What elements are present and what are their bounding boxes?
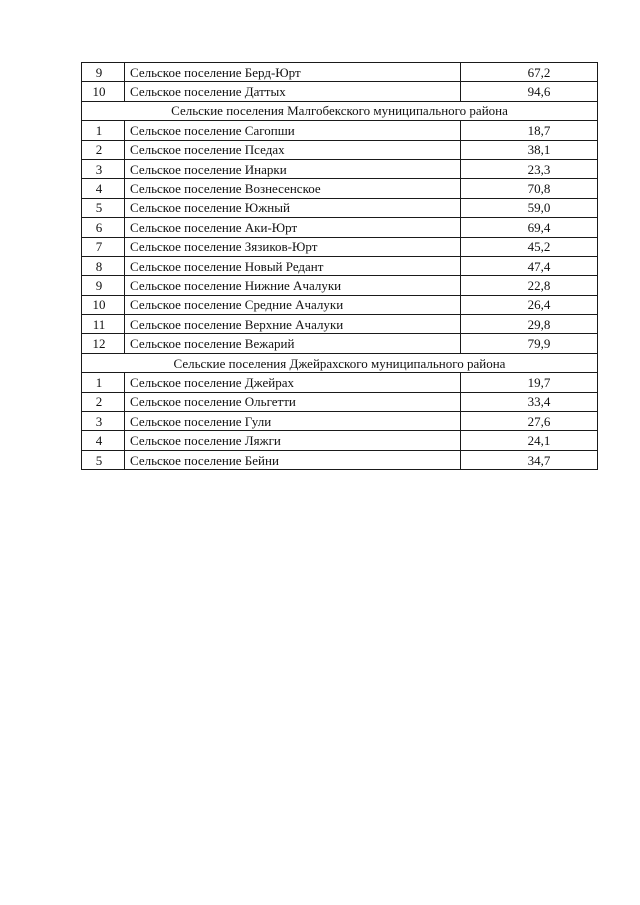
settlement-name-cell: Сельское поселение Бейни: [125, 450, 461, 469]
row-number-cell: 5: [82, 198, 125, 217]
value-cell: 79,9: [461, 334, 598, 353]
settlements-table: [81, 62, 598, 470]
row-number-cell: 1: [82, 373, 125, 392]
value-cell: 34,7: [461, 450, 598, 469]
value-cell: 33,4: [461, 392, 598, 411]
settlement-name-cell: Сельское поселение Зязиков-Юрт: [125, 237, 461, 256]
table-row: [82, 179, 598, 198]
table-row: [82, 431, 598, 450]
table-row: [82, 256, 598, 275]
value-cell: 59,0: [461, 198, 598, 217]
value-cell: 29,8: [461, 315, 598, 334]
section-title: Сельские поселения Малгобекского муниципального района: [82, 101, 598, 120]
table-row: [82, 334, 598, 353]
value-cell: 38,1: [461, 140, 598, 159]
section-title: Сельские поселения Джейрахского муниципального района: [82, 353, 598, 372]
table-row: [82, 159, 598, 178]
value-cell: 24,1: [461, 431, 598, 450]
row-number-cell: 6: [82, 218, 125, 237]
row-number-cell: 2: [82, 392, 125, 411]
settlement-name-cell: Сельское поселение Сагопши: [125, 121, 461, 140]
settlement-name-cell: Сельское поселение Пседах: [125, 140, 461, 159]
value-cell: 94,6: [461, 82, 598, 101]
row-number-cell: 10: [82, 82, 125, 101]
table-row: [82, 392, 598, 411]
row-number-cell: 4: [82, 431, 125, 450]
row-number-cell: 3: [82, 412, 125, 431]
settlement-name-cell: Сельское поселение Берд-Юрт: [125, 63, 461, 82]
row-number-cell: 2: [82, 140, 125, 159]
settlement-name-cell: Сельское поселение Гули: [125, 412, 461, 431]
value-cell: 70,8: [461, 179, 598, 198]
value-cell: 22,8: [461, 276, 598, 295]
settlement-name-cell: Сельское поселение Аки-Юрт: [125, 218, 461, 237]
table-row: [82, 450, 598, 469]
row-number-cell: 5: [82, 450, 125, 469]
value-cell: 45,2: [461, 237, 598, 256]
value-cell: 27,6: [461, 412, 598, 431]
table-row: [82, 121, 598, 140]
row-number-cell: 10: [82, 295, 125, 314]
section-header-row: [82, 101, 598, 120]
value-cell: 47,4: [461, 256, 598, 275]
table-row: [82, 140, 598, 159]
row-number-cell: 7: [82, 237, 125, 256]
row-number-cell: 12: [82, 334, 125, 353]
settlement-name-cell: Сельское поселение Новый Редант: [125, 256, 461, 275]
settlement-name-cell: Сельское поселение Инарки: [125, 159, 461, 178]
value-cell: 69,4: [461, 218, 598, 237]
settlement-name-cell: Сельское поселение Нижние Ачалуки: [125, 276, 461, 295]
table-row: [82, 198, 598, 217]
table-row: [82, 218, 598, 237]
settlement-name-cell: Сельское поселение Вежарий: [125, 334, 461, 353]
value-cell: 23,3: [461, 159, 598, 178]
row-number-cell: 11: [82, 315, 125, 334]
table-row: [82, 295, 598, 314]
table-body: [82, 63, 598, 470]
value-cell: 26,4: [461, 295, 598, 314]
row-number-cell: 8: [82, 256, 125, 275]
settlement-name-cell: Сельское поселение Ляжги: [125, 431, 461, 450]
table-row: [82, 237, 598, 256]
table-row: [82, 412, 598, 431]
row-number-cell: 1: [82, 121, 125, 140]
table-row: [82, 373, 598, 392]
settlement-name-cell: Сельское поселение Верхние Ачалуки: [125, 315, 461, 334]
settlement-name-cell: Сельское поселение Средние Ачалуки: [125, 295, 461, 314]
settlement-name-cell: Сельское поселение Южный: [125, 198, 461, 217]
value-cell: 67,2: [461, 63, 598, 82]
value-cell: 19,7: [461, 373, 598, 392]
row-number-cell: 4: [82, 179, 125, 198]
table-row: [82, 315, 598, 334]
table-row: [82, 82, 598, 101]
table-row: [82, 276, 598, 295]
settlement-name-cell: Сельское поселение Вознесенское: [125, 179, 461, 198]
section-header-row: [82, 353, 598, 372]
row-number-cell: 9: [82, 276, 125, 295]
table-row: [82, 63, 598, 82]
settlement-name-cell: Сельское поселение Даттых: [125, 82, 461, 101]
row-number-cell: 9: [82, 63, 125, 82]
settlement-name-cell: Сельское поселение Джейрах: [125, 373, 461, 392]
row-number-cell: 3: [82, 159, 125, 178]
value-cell: 18,7: [461, 121, 598, 140]
settlement-name-cell: Сельское поселение Ольгетти: [125, 392, 461, 411]
